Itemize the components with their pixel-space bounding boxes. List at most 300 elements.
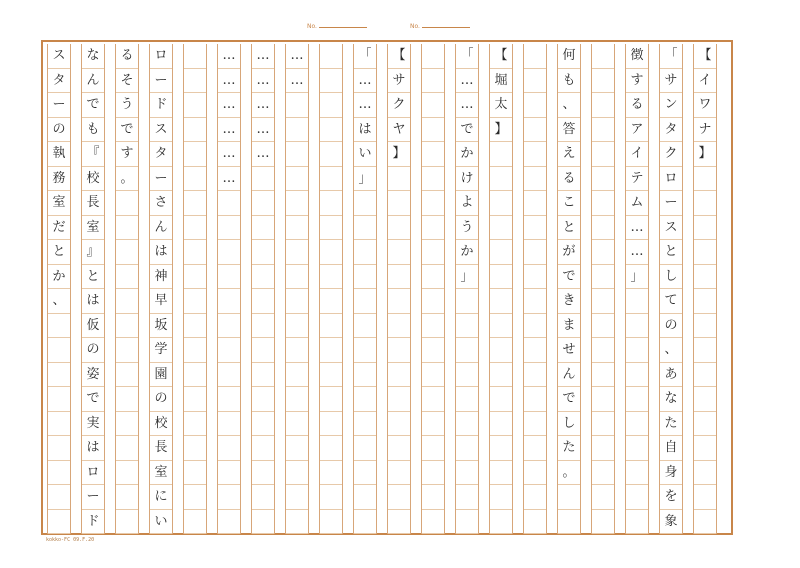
grid-cell <box>218 216 240 241</box>
grid-cell <box>320 412 342 437</box>
manuscript-char: 長 <box>86 195 100 210</box>
grid-cell <box>218 265 240 290</box>
grid-cell <box>218 485 240 510</box>
grid-cell <box>626 338 648 363</box>
grid-cell <box>626 510 648 535</box>
manuscript-char: … <box>290 72 304 88</box>
manuscript-char: も <box>86 121 100 137</box>
grid-cell <box>116 240 138 265</box>
grid-cell <box>524 93 546 118</box>
grid-cell <box>388 412 410 437</box>
manuscript-column <box>47 44 71 534</box>
grid-cell <box>592 461 614 486</box>
manuscript-char: サ <box>392 72 406 88</box>
grid-cell <box>524 191 546 216</box>
grid-cell <box>48 387 70 412</box>
grid-cell <box>116 363 138 388</box>
manuscript-char: タ <box>52 72 66 88</box>
manuscript-char: す <box>630 72 644 88</box>
grid-cell <box>592 167 614 192</box>
manuscript-char: 答 <box>562 121 576 137</box>
grid-cell <box>422 387 444 412</box>
grid-cell <box>490 461 512 486</box>
manuscript-char: ん <box>154 219 168 235</box>
grid-cell <box>286 216 308 241</box>
grid-cell <box>184 265 206 290</box>
manuscript-char: 実 <box>86 415 100 431</box>
grid-cell <box>592 93 614 118</box>
manuscript-char: 室 <box>52 195 66 210</box>
manuscript-char: … <box>256 97 270 112</box>
grid-cell <box>48 436 70 461</box>
manuscript-char: う <box>460 219 474 235</box>
grid-cell <box>524 387 546 412</box>
grid-cell <box>184 338 206 363</box>
manuscript-char: 「 <box>460 48 474 63</box>
grid-cell <box>252 436 274 461</box>
grid-cell <box>490 314 512 339</box>
manuscript-char: ロ <box>86 464 100 480</box>
grid-cell <box>320 216 342 241</box>
manuscript-char: … <box>256 121 270 137</box>
manuscript-char: 象 <box>664 513 678 529</box>
number-label-1: No. <box>307 23 367 30</box>
grid-cell <box>252 240 274 265</box>
grid-cell <box>184 289 206 314</box>
manuscript-column <box>557 44 581 534</box>
manuscript-char: で <box>86 391 100 406</box>
manuscript-char: ま <box>562 317 576 333</box>
grid-cell <box>320 485 342 510</box>
manuscript-char: た <box>562 440 576 455</box>
manuscript-char: の <box>154 391 168 406</box>
form-code: kokko-FC 09.F.20 <box>46 537 95 543</box>
grid-cell <box>524 412 546 437</box>
manuscript-char: 姿 <box>86 366 100 382</box>
manuscript-char: る <box>562 170 576 186</box>
grid-cell <box>286 93 308 118</box>
grid-cell <box>592 485 614 510</box>
manuscript-column <box>591 44 615 534</box>
grid-cell <box>286 461 308 486</box>
grid-cell <box>694 338 716 363</box>
grid-cell <box>422 314 444 339</box>
manuscript-char: … <box>290 48 304 63</box>
grid-cell <box>286 338 308 363</box>
manuscript-char: ん <box>86 72 100 88</box>
manuscript-char: 」 <box>460 268 474 284</box>
manuscript-char: 学 <box>154 342 168 357</box>
grid-cell <box>116 510 138 535</box>
manuscript-char: 」 <box>358 170 372 186</box>
grid-cell <box>286 191 308 216</box>
manuscript-char: 、 <box>52 293 66 308</box>
grid-cell <box>524 69 546 94</box>
grid-cell <box>388 240 410 265</box>
grid-cell <box>48 363 70 388</box>
manuscript-char: と <box>52 244 66 259</box>
grid-cell <box>422 118 444 143</box>
manuscript-char: … <box>222 97 236 112</box>
manuscript-char: で <box>86 97 100 112</box>
grid-cell <box>388 216 410 241</box>
manuscript-char: 」 <box>630 268 644 284</box>
grid-cell <box>252 314 274 339</box>
grid-cell <box>252 167 274 192</box>
manuscript-char: 身 <box>664 464 678 480</box>
grid-cell <box>286 363 308 388</box>
grid-cell <box>422 167 444 192</box>
manuscript-char: だ <box>52 219 66 235</box>
grid-cell <box>252 265 274 290</box>
manuscript-char: う <box>120 97 134 112</box>
grid-cell <box>422 461 444 486</box>
manuscript-char: 坂 <box>154 317 168 333</box>
grid-cell <box>456 363 478 388</box>
grid-cell <box>388 314 410 339</box>
manuscript-char: で <box>120 121 134 137</box>
grid-cell <box>184 412 206 437</box>
grid-cell <box>252 485 274 510</box>
grid-cell <box>490 167 512 192</box>
manuscript-column <box>523 44 547 534</box>
manuscript-char: そ <box>120 72 134 88</box>
manuscript-char: あ <box>664 366 678 382</box>
manuscript-column <box>319 44 343 534</box>
grid-cell <box>558 510 580 535</box>
grid-cell <box>592 216 614 241</box>
manuscript-char: … <box>358 97 372 112</box>
grid-cell <box>116 387 138 412</box>
grid-cell <box>116 289 138 314</box>
manuscript-char: ス <box>154 121 168 137</box>
grid-cell <box>524 240 546 265</box>
grid-cell <box>490 387 512 412</box>
manuscript-char: 早 <box>154 293 168 308</box>
grid-cell <box>252 191 274 216</box>
grid-cell <box>524 44 546 69</box>
manuscript-char: … <box>222 146 236 161</box>
grid-cell <box>184 142 206 167</box>
manuscript-char: い <box>154 513 168 529</box>
manuscript-column <box>183 44 207 534</box>
grid-cell <box>388 436 410 461</box>
manuscript-char: で <box>562 391 576 406</box>
manuscript-char: 【 <box>494 48 508 63</box>
grid-cell <box>388 191 410 216</box>
grid-cell <box>524 510 546 535</box>
grid-cell <box>286 510 308 535</box>
grid-cell <box>422 44 444 69</box>
manuscript-char: 。 <box>562 464 576 480</box>
manuscript-char: ド <box>154 97 168 112</box>
manuscript-column <box>217 44 241 534</box>
manuscript-char: 「 <box>358 48 372 63</box>
manuscript-char: 堀 <box>494 72 508 88</box>
grid-cell <box>694 240 716 265</box>
grid-cell <box>524 142 546 167</box>
grid-cell <box>320 387 342 412</box>
manuscript-char: こ <box>562 195 576 210</box>
manuscript-char: ワ <box>698 97 712 112</box>
grid-cell <box>694 436 716 461</box>
grid-cell <box>524 338 546 363</box>
manuscript-char: … <box>460 97 474 112</box>
manuscript-column <box>489 44 513 534</box>
manuscript-char: が <box>562 244 576 259</box>
grid-cell <box>116 265 138 290</box>
manuscript-char: の <box>664 317 678 333</box>
manuscript-column <box>693 44 717 534</box>
grid-cell <box>422 338 444 363</box>
manuscript-char: 室 <box>86 219 100 235</box>
grid-cell <box>184 216 206 241</box>
grid-cell <box>252 510 274 535</box>
grid-cell <box>694 167 716 192</box>
grid-cell <box>694 485 716 510</box>
manuscript-char: た <box>664 415 678 431</box>
manuscript-char: ん <box>562 366 576 382</box>
grid-cell <box>286 167 308 192</box>
grid-cell <box>490 436 512 461</box>
manuscript-char: … <box>630 244 644 259</box>
number-label-2: No. <box>410 23 470 30</box>
grid-cell <box>184 69 206 94</box>
grid-cell <box>354 510 376 535</box>
grid-cell <box>320 363 342 388</box>
grid-cell <box>592 289 614 314</box>
manuscript-char: と <box>86 268 100 284</box>
grid-cell <box>694 265 716 290</box>
manuscript-column <box>285 44 309 534</box>
grid-cell <box>422 485 444 510</box>
grid-cell <box>184 314 206 339</box>
manuscript-char: 神 <box>154 268 168 284</box>
grid-cell <box>286 387 308 412</box>
manuscript-char: ー <box>154 170 168 186</box>
grid-cell <box>456 485 478 510</box>
grid-cell <box>490 485 512 510</box>
grid-cell <box>490 240 512 265</box>
grid-cell <box>218 363 240 388</box>
grid-cell <box>286 142 308 167</box>
grid-cell <box>320 461 342 486</box>
manuscript-char: … <box>222 170 236 186</box>
grid-cell <box>592 265 614 290</box>
grid-cell <box>524 265 546 290</box>
grid-cell <box>184 387 206 412</box>
grid-cell <box>490 265 512 290</box>
grid-cell <box>286 118 308 143</box>
manuscript-char: き <box>562 293 576 308</box>
manuscript-char: 室 <box>154 464 168 480</box>
grid-cell <box>252 387 274 412</box>
manuscript-char: ヤ <box>392 121 406 137</box>
manuscript-char: か <box>460 244 474 259</box>
manuscript-char: 校 <box>154 415 168 431</box>
grid-cell <box>218 338 240 363</box>
grid-cell <box>184 485 206 510</box>
grid-cell <box>524 363 546 388</box>
manuscript-char: … <box>222 72 236 88</box>
grid-cell <box>354 314 376 339</box>
manuscript-char: サ <box>664 72 678 88</box>
manuscript-char: と <box>664 244 678 259</box>
grid-cell <box>456 510 478 535</box>
manuscript-char: え <box>562 146 576 161</box>
grid-cell <box>694 412 716 437</box>
grid-cell <box>184 363 206 388</box>
grid-cell <box>626 436 648 461</box>
grid-cell <box>286 412 308 437</box>
grid-cell <box>388 363 410 388</box>
manuscript-char: も <box>562 72 576 88</box>
manuscript-char: る <box>120 48 134 63</box>
grid-cell <box>626 289 648 314</box>
grid-cell <box>626 314 648 339</box>
manuscript-char: よ <box>460 195 474 210</box>
grid-cell <box>490 289 512 314</box>
manuscript-char: 校 <box>86 170 100 186</box>
grid-cell <box>592 363 614 388</box>
grid-cell <box>694 387 716 412</box>
manuscript-column <box>81 44 105 534</box>
grid-cell <box>592 436 614 461</box>
manuscript-char: で <box>460 121 474 137</box>
grid-cell <box>252 412 274 437</box>
manuscript-char: ン <box>664 97 678 112</box>
grid-cell <box>320 240 342 265</box>
manuscript-char: 『 <box>86 146 100 161</box>
grid-cell <box>422 265 444 290</box>
manuscript-char: … <box>256 72 270 88</box>
grid-cell <box>626 485 648 510</box>
manuscript-char: な <box>664 391 678 406</box>
grid-cell <box>116 314 138 339</box>
manuscript-char: ロ <box>664 170 678 186</box>
grid-cell <box>320 314 342 339</box>
manuscript-char: ー <box>664 195 678 210</box>
manuscript-column <box>659 44 683 534</box>
grid-cell <box>354 485 376 510</box>
grid-cell <box>48 412 70 437</box>
manuscript-char: … <box>256 48 270 63</box>
grid-cell <box>524 485 546 510</box>
grid-cell <box>388 289 410 314</box>
grid-cell <box>286 265 308 290</box>
grid-cell <box>626 461 648 486</box>
grid-cell <box>48 461 70 486</box>
manuscript-char: 、 <box>664 342 678 357</box>
grid-cell <box>592 191 614 216</box>
grid-cell <box>388 387 410 412</box>
manuscript-char: 何 <box>562 48 576 63</box>
grid-cell <box>320 510 342 535</box>
grid-cell <box>592 44 614 69</box>
grid-cell <box>524 118 546 143</box>
manuscript-char: は <box>358 121 372 137</box>
manuscript-char: ー <box>86 489 100 504</box>
grid-cell <box>320 289 342 314</box>
grid-cell <box>184 93 206 118</box>
manuscript-char: 仮 <box>86 317 100 333</box>
manuscript-char: 執 <box>52 146 66 161</box>
manuscript-char: 』 <box>86 244 100 259</box>
grid-cell <box>48 338 70 363</box>
grid-cell <box>592 338 614 363</box>
grid-cell <box>218 289 240 314</box>
grid-cell <box>422 216 444 241</box>
grid-cell <box>354 265 376 290</box>
grid-cell <box>116 216 138 241</box>
grid-cell <box>388 265 410 290</box>
grid-cell <box>354 216 376 241</box>
grid-cell <box>354 412 376 437</box>
grid-cell <box>490 412 512 437</box>
manuscript-char: 】 <box>392 146 406 161</box>
manuscript-char: ー <box>52 97 66 112</box>
grid-cell <box>592 240 614 265</box>
grid-cell <box>116 436 138 461</box>
grid-cell <box>218 412 240 437</box>
grid-cell <box>456 387 478 412</box>
grid-cell <box>116 338 138 363</box>
manuscript-char: し <box>664 268 678 284</box>
grid-cell <box>524 314 546 339</box>
manuscript-char: ド <box>86 513 100 529</box>
manuscript-char: タ <box>664 121 678 137</box>
manuscript-char: る <box>630 97 644 112</box>
grid-cell <box>252 216 274 241</box>
grid-cell <box>320 142 342 167</box>
grid-cell <box>320 338 342 363</box>
grid-cell <box>286 289 308 314</box>
manuscript-char: … <box>222 121 236 137</box>
manuscript-char: 園 <box>154 366 168 382</box>
manuscript-char: … <box>358 72 372 88</box>
manuscript-char: ナ <box>698 121 712 137</box>
manuscript-char: は <box>154 244 168 259</box>
grid-cell <box>286 240 308 265</box>
manuscript-char: ー <box>154 72 168 88</box>
grid-cell <box>388 338 410 363</box>
manuscript-char: の <box>86 342 100 357</box>
manuscript-char: 自 <box>664 440 678 455</box>
grid-cell <box>116 191 138 216</box>
grid-cell <box>422 510 444 535</box>
manuscript-column <box>625 44 649 534</box>
grid-cell <box>694 461 716 486</box>
grid-cell <box>218 510 240 535</box>
grid-cell <box>694 363 716 388</box>
grid-cell <box>388 510 410 535</box>
manuscript-char: で <box>562 268 576 284</box>
manuscript-char: は <box>86 440 100 455</box>
grid-cell <box>456 338 478 363</box>
manuscript-char: す <box>120 146 134 161</box>
grid-cell <box>456 461 478 486</box>
grid-cell <box>592 314 614 339</box>
grid-cell <box>218 436 240 461</box>
manuscript-char: イ <box>698 72 712 88</box>
manuscript-char: ク <box>664 146 678 161</box>
grid-cell <box>626 387 648 412</box>
manuscript-char: 【 <box>392 48 406 63</box>
grid-cell <box>592 142 614 167</box>
grid-cell <box>524 167 546 192</box>
manuscript-char: を <box>664 489 678 504</box>
grid-cell <box>184 436 206 461</box>
